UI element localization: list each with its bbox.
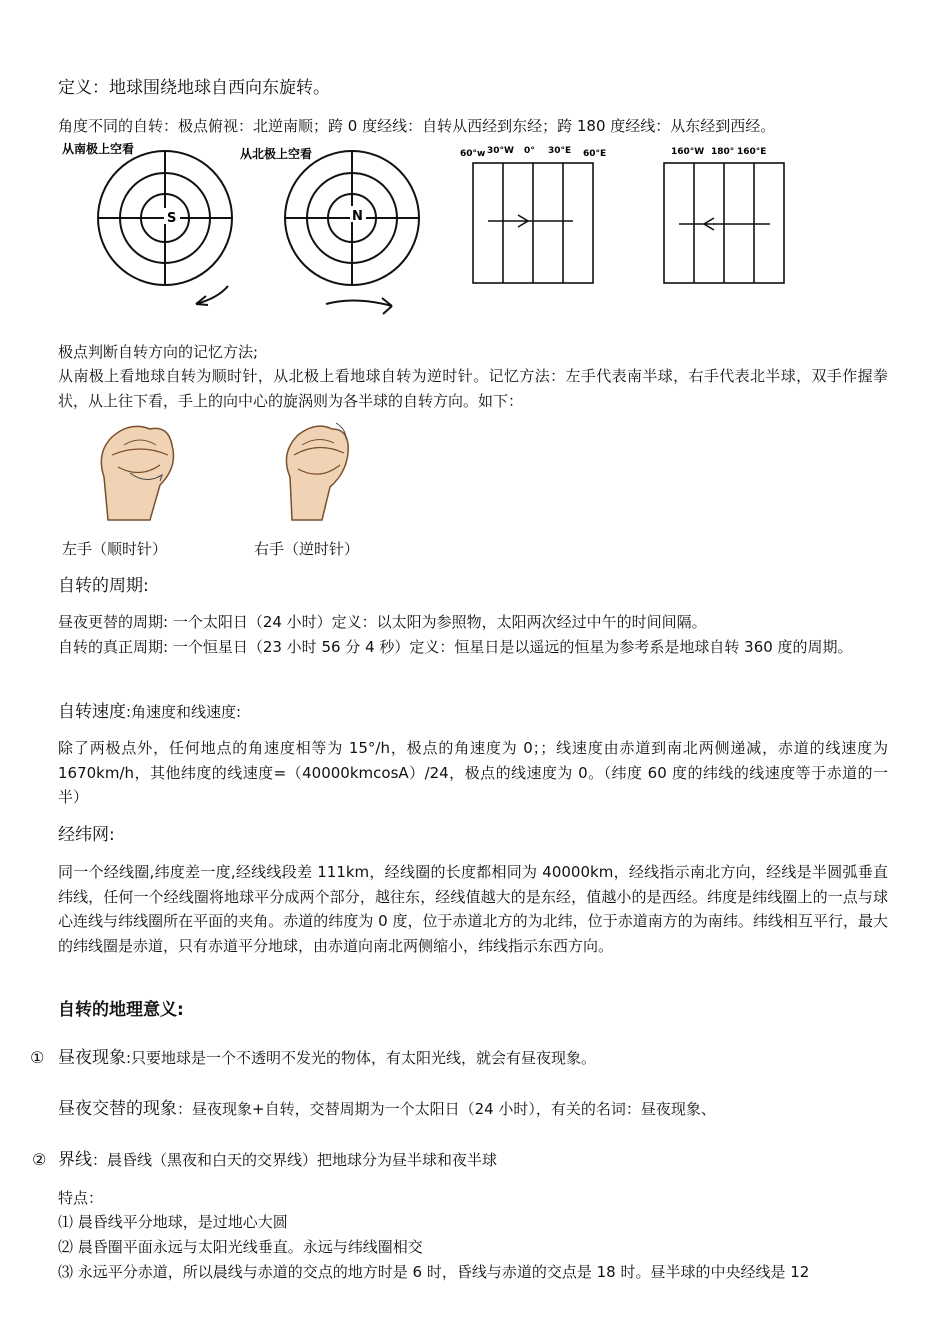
grid2-label-160w: 160°W — [671, 147, 705, 157]
grid-text: 同一个经线圈,纬度差一度,经线线段差 111km，经线圈的长度都相同为 40000km，经线指示南北方向，经线是半圆弧垂直纬线，任何一个经线圈将地球平分成两个部分，越往东，经线值越大的是东经，值越小的是西经。纬度是纬线圈上的一点与球心连线与纬线圈所在平面的夹角。赤道的纬度为 0 度，位于赤道北方的为北纬，位于赤道南方的为南纬。纬线相互平行，最大的纬线圈是赤道，只有赤道平分地球，由赤道向南北两侧缩小，纬线指示东西方向。 — [58, 863, 888, 955]
period-line1: 昼夜更替的周期: 一个太阳日（24 小时）定义：以太阳为参照物，太阳两次经过中午的时间间隔。 — [58, 613, 707, 631]
definition-text: 定义：地球围绕地球自西向东旋转。 — [58, 78, 330, 98]
grid1-label-60e: 60°E — [583, 149, 607, 159]
north-pole-letter: N — [352, 209, 363, 224]
angle-rotation-text: 角度不同的自转：极点俯视：北逆南顺；跨 0 度经线：自转从西经到东经；跨 180 度经线：从东经到西经。 — [58, 117, 776, 135]
item2-marker: ② — [32, 1150, 47, 1169]
left-hand-caption: 左手（顺时针） — [62, 540, 168, 558]
north-view-title: 从北极上空看 — [240, 147, 313, 161]
speed-heading-main: 自转速度 — [58, 702, 126, 722]
feature-item-1: ⑴ 晨昏线平分地球，是过地心大圆 — [58, 1213, 288, 1231]
alternation-rest: ：昼夜现象+自转，交替周期为一个太阳日（24 小时），有关的名词：昼夜现象、 — [177, 1100, 716, 1118]
south-view-title: 从南极上空看 — [62, 142, 135, 156]
south-pole-letter: S — [167, 211, 177, 226]
grid2-diagram — [664, 163, 784, 283]
significance-heading: 自转的地理意义: — [58, 1000, 184, 1020]
period-line2: 自转的真正周期: 一个恒星日（23 小时 56 分 4 秒）定义：恒星日是以遥远的恒星为参考系是地球自转 360 度的周期。 — [58, 638, 853, 656]
grid2-label-180: 180° — [711, 147, 735, 157]
item2-rest: ：晨昏线（黑夜和白天的交界线）把地球分为昼半球和夜半球 — [92, 1151, 498, 1169]
alternation-text — [58, 1097, 716, 1121]
grid1-label-60w: 60°w — [460, 149, 486, 159]
left-hand-icon — [101, 426, 173, 520]
alternation-head: 昼夜交替的现象 — [58, 1099, 177, 1119]
grid2-label-160e: 160°E — [737, 147, 767, 157]
features-title: 特点： — [58, 1189, 104, 1207]
item2-head: 界线 — [58, 1150, 92, 1170]
item1-head: 昼夜现象 — [58, 1048, 126, 1068]
grid1-label-30e: 30°E — [548, 146, 572, 156]
grid1-label-0: 0° — [524, 146, 535, 156]
item1-rest: :只要地球是一个不透明不发光的物体，有太阳光线，就会有昼夜现象。 — [126, 1049, 597, 1067]
speed-heading-rest: :角速度和线速度: — [126, 703, 242, 721]
right-hand-caption: 右手（逆时针） — [254, 540, 360, 558]
item1-text — [58, 1046, 596, 1070]
grid-heading: 经纬网: — [58, 825, 115, 845]
right-hand-icon — [286, 423, 348, 520]
hands-illustration — [0, 415, 400, 525]
item2-text — [58, 1148, 497, 1172]
grid1-label-30w: 30°W — [487, 146, 514, 156]
north-arrow-icon — [326, 300, 392, 306]
grid1-diagram — [473, 163, 593, 283]
feature-item-2: ⑵ 晨昏圈平面永远与太阳光线垂直。永远与纬线圈相交 — [58, 1238, 423, 1256]
item1-marker: ① — [30, 1048, 45, 1067]
period-heading: 自转的周期: — [58, 576, 149, 596]
speed-heading — [58, 700, 241, 724]
feature-item-3: ⑶ 永远平分赤道，所以晨线与赤道的交点的地方时是 6 时，昏线与赤道的交点是 18 时。昼半球的中央经线是 12 — [58, 1263, 810, 1281]
memory-text: 从南极上看地球自转为顺时针，从北极上看地球自转为逆时针。记忆方法：左手代表南半球，右手代表北半球，双手作握拳状，从上往下看，手上的向中心的旋涡则为各半球的自转方向。如下： — [58, 367, 888, 410]
memory-title: 极点判断自转方向的记忆方法; — [58, 343, 259, 361]
rotation-figures — [0, 138, 950, 318]
speed-text: 除了两极点外，任何地点的角速度相等为 15°/h，极点的角速度为 0；；线速度由赤道到南北两侧递减，赤道的线速度为 1670km/h，其他纬度的线速度=（40000kmcosA）/24，极点的线速度为 0。（纬度 60 度的纬线的线速度等于赤道的一半） — [58, 739, 888, 806]
